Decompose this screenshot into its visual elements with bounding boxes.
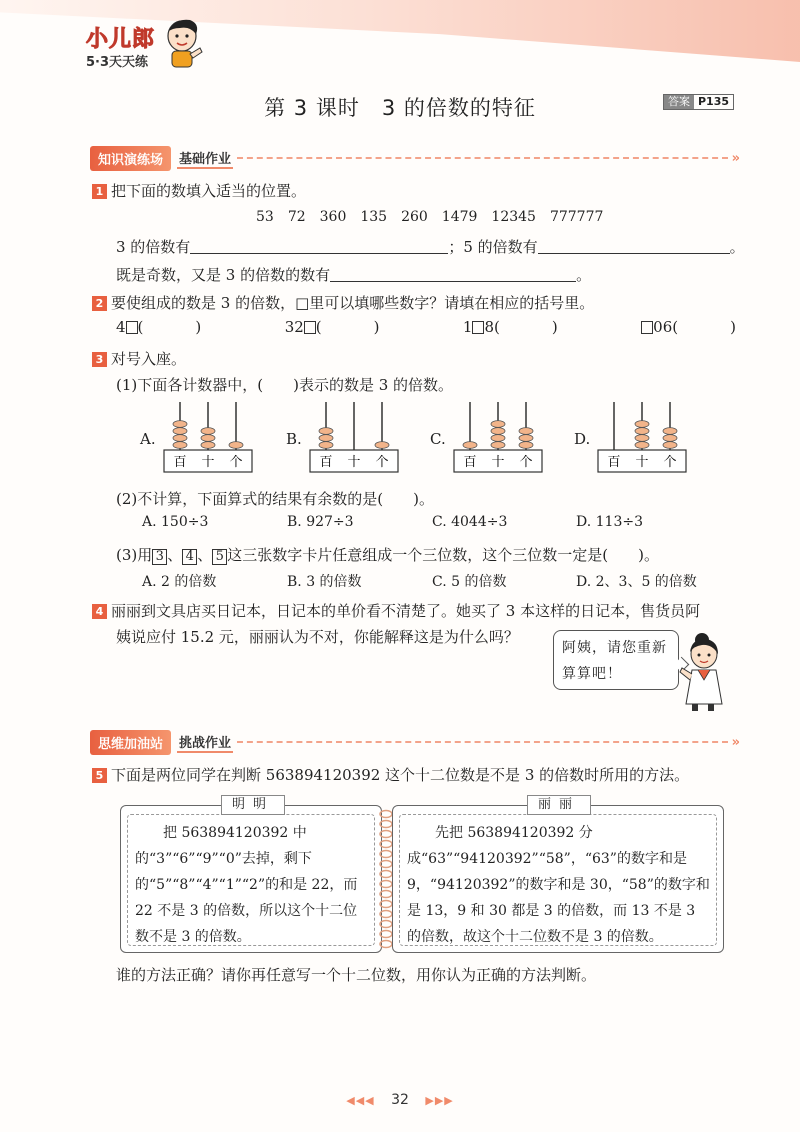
right-arrows-icon: ▶▶▶	[425, 1094, 454, 1107]
speech-bubble	[553, 630, 679, 690]
abacus-bead	[519, 442, 533, 449]
abacus-icon	[452, 400, 544, 476]
abacus-place-label: 十	[347, 455, 361, 470]
abacus-place-label: 个	[375, 455, 389, 470]
q3-part3-option[interactable]: B. 3 的倍数	[287, 574, 362, 590]
q2-number: 2	[92, 296, 107, 311]
abacus-bead	[201, 428, 215, 435]
abacus-bead	[663, 428, 677, 435]
spiral-ring	[380, 871, 392, 878]
abacus-bead	[173, 421, 187, 428]
abacus-bead	[173, 428, 187, 435]
abacus-icon	[596, 400, 688, 476]
spiral-ring	[380, 921, 392, 928]
abacus-option[interactable]	[286, 400, 400, 476]
q3-number: 3	[92, 352, 107, 367]
q2-item: 1 8( )	[462, 318, 558, 336]
abacus-bead	[173, 442, 187, 449]
abacus-place-label: 十	[635, 455, 649, 470]
abacus-icon	[162, 400, 254, 476]
abacus-place-label: 百	[607, 455, 621, 470]
abacus-place-label: 个	[663, 455, 677, 470]
section-label: 基础作业	[177, 148, 233, 169]
abacus-label: C.	[430, 430, 446, 448]
abacus-place-label: 个	[519, 455, 533, 470]
answer-blank[interactable]	[538, 253, 730, 254]
q1-prompt: 1 把下面的数填入适当的位置。	[92, 180, 306, 201]
abacus-place-label: 百	[463, 455, 477, 470]
q2-items	[116, 318, 736, 336]
q5-question: 谁的方法正确？请你再任意写一个十二位数，用你认为正确的方法判断。	[116, 966, 597, 984]
section-divider	[237, 157, 728, 159]
answer-label: 答案	[664, 95, 694, 109]
abacus-bead	[663, 435, 677, 442]
spiral-ring	[380, 881, 392, 888]
abacus-option[interactable]	[430, 400, 544, 476]
double-chevron-icon: »	[731, 150, 740, 166]
left-arrows-icon: ◀◀◀	[346, 1094, 375, 1107]
abacus-bead	[519, 428, 533, 435]
page-footer	[0, 1092, 800, 1108]
abacus-bead	[519, 435, 533, 442]
abacus-bead	[635, 421, 649, 428]
q2-item: 4 ( )	[116, 318, 202, 336]
spiral-ring	[380, 891, 392, 898]
abacus-icon	[308, 400, 400, 476]
spiral-ring	[380, 941, 392, 948]
abacus-place-label: 十	[201, 455, 215, 470]
spiral-ring	[380, 811, 392, 818]
abacus-bead	[201, 435, 215, 442]
q2-item: 06( )	[641, 318, 736, 336]
q2-item: 32 ( )	[284, 318, 380, 336]
q4-number: 4	[92, 604, 107, 619]
section-basic-header	[90, 146, 740, 170]
q1-line1: 3 的倍数有 ；5 的倍数有 。	[116, 238, 745, 256]
abacus-bead	[319, 442, 333, 449]
abacus-bead	[635, 435, 649, 442]
abacus-label: D.	[574, 430, 591, 448]
section-badge: 知识演练场	[90, 146, 171, 171]
speech-text: 阿姨，请您重新算算吧！	[562, 640, 667, 682]
abacus-bead	[491, 435, 505, 442]
spiral-ring	[380, 931, 392, 938]
spiral-ring	[380, 901, 392, 908]
abacus-bead	[491, 421, 505, 428]
method-text: 把 563894120392 中的“3”“6”“9”“0”去掉，剩下的“5”“8”“4”“1”“2”的和是 22，而 22 不是 3 的倍数，所以这个十二位数不是 3 的倍数。	[135, 825, 358, 945]
spiral-ring	[380, 831, 392, 838]
page-number: 32	[391, 1092, 409, 1108]
method-name: 明明	[221, 795, 285, 815]
q3-part2-option[interactable]: C. 4044÷3	[432, 514, 508, 530]
method-name: 丽丽	[527, 795, 591, 815]
q1-number: 1	[92, 184, 107, 199]
abacus-bead	[491, 442, 505, 449]
abacus-bead	[319, 435, 333, 442]
method-text: 先把 563894120392 分成“63”“94120392”“58”，“63”的数字和是 9，“94120392”的数字和是 30，“58”的数字和是 13，9 和 30 都是 3 的倍数，而 13 不是 3 的倍数，故这个十二位数不是 3 的倍数。	[407, 825, 710, 945]
q3-part2: (2)不计算，下面算式的结果有余数的是( )。	[116, 490, 434, 508]
abacus-label: A.	[140, 430, 156, 448]
method-card-left	[120, 797, 382, 953]
q3-prompt: 3 对号入座。	[92, 348, 186, 369]
digit-card: 3	[152, 549, 167, 565]
spiral-ring	[380, 851, 392, 858]
abacus-bead	[491, 428, 505, 435]
abacus-bead	[635, 442, 649, 449]
abacus-bead	[229, 442, 243, 449]
answer-blank[interactable]	[190, 253, 448, 254]
answer-blank[interactable]	[330, 281, 576, 282]
q3-part3-option[interactable]: C. 5 的倍数	[432, 574, 507, 590]
mascot-boy-icon	[160, 16, 204, 68]
q3-part2-option[interactable]: D. 113÷3	[576, 514, 643, 530]
abacus-bead	[635, 428, 649, 435]
spiral-ring	[380, 841, 392, 848]
answer-page: P135	[698, 95, 730, 108]
brand-name: 小儿郎	[86, 27, 156, 52]
q3-part1: (1)下面各计数器中，( )表示的数是 3 的倍数。	[116, 376, 454, 394]
double-chevron-icon: »	[731, 734, 740, 750]
brand-logo	[86, 22, 155, 70]
q1-number-list: 53 72 360 135 260 1479 12345 777777	[256, 209, 604, 225]
q3-part2-option[interactable]: B. 927÷3	[287, 514, 354, 530]
answer-reference	[663, 94, 734, 110]
q1-line2: 既是奇数，又是 3 的倍数的数有 。	[116, 266, 592, 284]
q2-prompt: 2 要使组成的数是 3 的倍数，□里可以填哪些数字？请填在相应的括号里。	[92, 292, 594, 313]
q4-line2: 姨说应付 15.2 元，丽丽认为不对，你能解释这是为什么吗？	[116, 628, 519, 646]
section-divider	[237, 741, 728, 743]
spiral-ring	[380, 821, 392, 828]
abacus-bead	[463, 442, 477, 449]
brand-sub: 5·3天天练	[86, 55, 149, 70]
section-badge: 思维加油站	[90, 730, 171, 755]
abacus-place-label: 十	[491, 455, 505, 470]
abacus-bead	[375, 442, 389, 449]
method-card-right	[392, 797, 724, 953]
section-label: 挑战作业	[177, 732, 233, 753]
q3-part3-option[interactable]: D. 2、3、5 的倍数	[576, 574, 697, 590]
abacus-option[interactable]	[574, 400, 688, 476]
section-challenge-header	[90, 730, 740, 754]
q5-prompt: 5 下面是两位同学在判断 563894120392 这个十二位数是不是 3 的倍数时所用的方法。	[92, 764, 689, 785]
spiral-ring	[380, 911, 392, 918]
abacus-bead	[663, 442, 677, 449]
abacus-bead	[173, 435, 187, 442]
digit-card: 4	[182, 549, 197, 565]
abacus-place-label: 个	[229, 455, 243, 470]
abacus-label: B.	[286, 430, 302, 448]
girl-illustration-icon	[676, 624, 734, 712]
abacus-place-label: 百	[173, 455, 187, 470]
spiral-ring	[380, 861, 392, 868]
page-title: 第 3 课时 3 的倍数的特征	[264, 96, 536, 120]
abacus-option[interactable]	[140, 400, 254, 476]
q3-part3-option[interactable]: A. 2 的倍数	[142, 574, 217, 590]
q3-part2-option[interactable]: A. 150÷3	[142, 514, 209, 530]
q4-line1: 4 丽丽到文具店买日记本，日记本的单价看不清楚了。她买了 3 本这样的日记本，售货员阿	[92, 600, 700, 621]
abacus-bead	[201, 442, 215, 449]
q5-number: 5	[92, 768, 107, 783]
abacus-bead	[319, 428, 333, 435]
abacus-place-label: 百	[319, 455, 333, 470]
q3-part3: (3)用 3 、 4 、 5 这三张数字卡片任意组成一个三位数，这个三位数一定是( )。	[116, 546, 659, 564]
digit-card: 5	[212, 549, 227, 565]
